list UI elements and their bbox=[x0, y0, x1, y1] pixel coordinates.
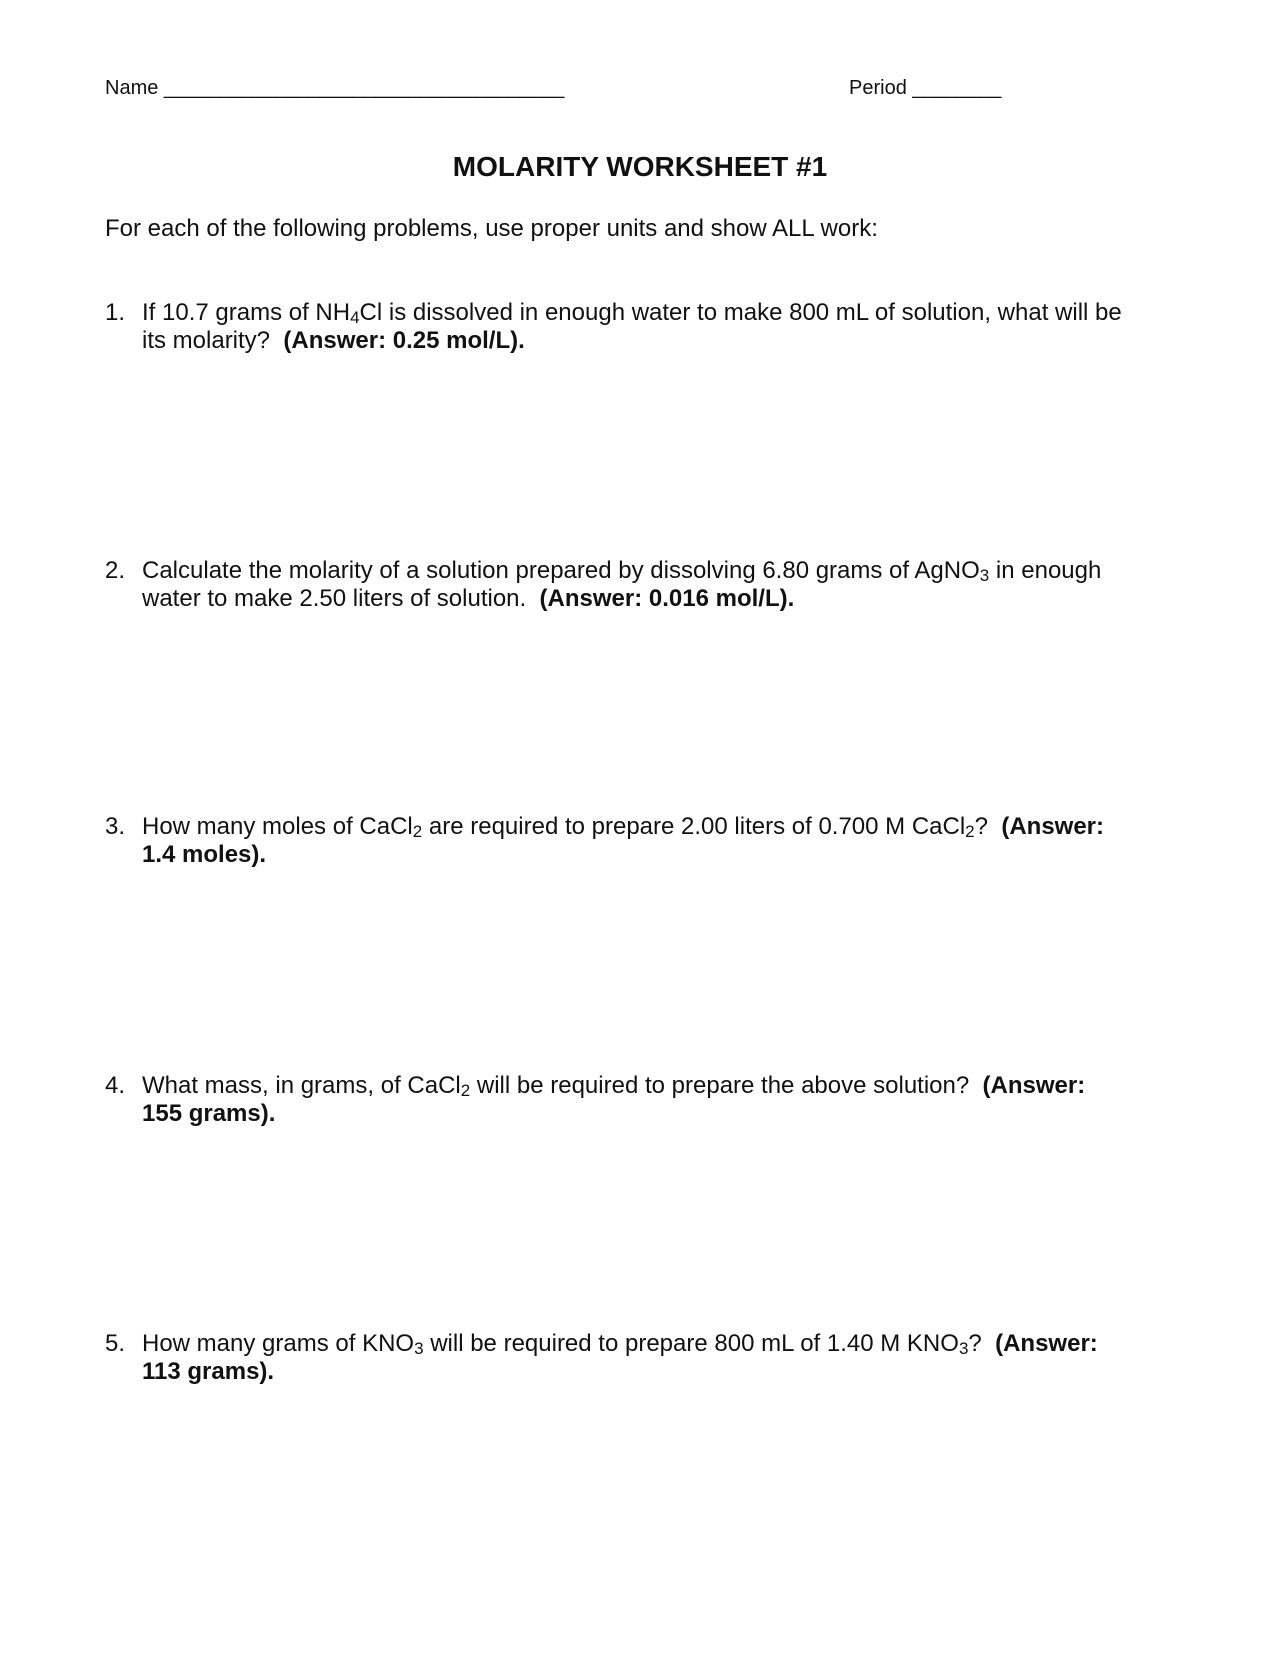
problem-text: water to make 2.50 liters of solution. bbox=[142, 585, 540, 612]
problem-number: 4. bbox=[105, 1072, 126, 1099]
problem-text: ? bbox=[974, 813, 1002, 840]
answer: (Answer: bbox=[995, 1330, 1098, 1357]
problem-text: its molarity? bbox=[142, 327, 284, 354]
answer: 155 grams). bbox=[142, 1100, 276, 1127]
problem-5 bbox=[105, 1330, 1185, 1386]
subscript: 2 bbox=[965, 822, 975, 841]
problem-text: How many grams of KNO bbox=[142, 1330, 415, 1357]
instructions: For each of the following problems, use proper units and show ALL work: bbox=[105, 215, 878, 242]
problem-2 bbox=[105, 557, 1185, 613]
name-field-label: Name ____________________________________ bbox=[105, 77, 565, 99]
problem-text: What mass, in grams, of CaCl bbox=[142, 1072, 461, 1099]
problem-number: 2. bbox=[105, 557, 126, 584]
problem-number: 3. bbox=[105, 813, 126, 840]
subscript: 3 bbox=[979, 566, 990, 585]
answer: (Answer: bbox=[1001, 813, 1105, 840]
subscript: 3 bbox=[414, 1339, 424, 1358]
problem-1 bbox=[105, 299, 1185, 355]
problem-text-line-2 bbox=[142, 327, 1185, 355]
problem-text-line-1 bbox=[142, 1072, 1185, 1100]
problem-text: are required to prepare 2.00 liters of 0.700 M CaCl bbox=[422, 813, 966, 840]
problem-text-line-2 bbox=[142, 585, 1185, 613]
subscript: 4 bbox=[350, 308, 360, 327]
answer: 113 grams). bbox=[142, 1358, 275, 1385]
problem-text: ? bbox=[968, 1330, 996, 1357]
problem-text-line-1 bbox=[142, 1330, 1185, 1358]
problem-text: Cl is dissolved in enough water to make 800 mL of solution, what will be bbox=[359, 299, 1122, 326]
subscript: 2 bbox=[460, 1081, 471, 1100]
answer: 1.4 moles). bbox=[142, 841, 267, 868]
subscript: 3 bbox=[958, 1339, 969, 1358]
problem-number: 1. bbox=[105, 299, 126, 326]
period-field-label: Period ________ bbox=[849, 77, 1002, 99]
problem-text: If 10.7 grams of NH bbox=[142, 299, 351, 326]
problem-text-line-1 bbox=[142, 557, 1185, 585]
problem-text: Calculate the molarity of a solution prepared by dissolving 6.80 grams of AgNO bbox=[142, 557, 980, 584]
problem-text: in enough bbox=[989, 557, 1102, 584]
problem-number: 5. bbox=[105, 1330, 126, 1357]
answer: (Answer: 0.016 mol/L). bbox=[539, 585, 795, 612]
problem-text: How many moles of CaCl bbox=[142, 813, 413, 840]
worksheet-title: MOLARITY WORKSHEET #1 bbox=[452, 151, 828, 182]
subscript: 2 bbox=[412, 822, 423, 841]
problem-text-line-1 bbox=[142, 299, 1185, 327]
problem-text: will be required to prepare the above solution? bbox=[470, 1072, 983, 1099]
answer: (Answer: bbox=[982, 1072, 1086, 1099]
problem-4 bbox=[105, 1072, 1185, 1128]
problem-text-line-1 bbox=[142, 813, 1185, 841]
problem-text: will be required to prepare 800 mL of 1.40 M KNO bbox=[423, 1330, 959, 1357]
problem-3 bbox=[105, 813, 1185, 869]
answer: (Answer: 0.25 mol/L). bbox=[283, 327, 525, 354]
